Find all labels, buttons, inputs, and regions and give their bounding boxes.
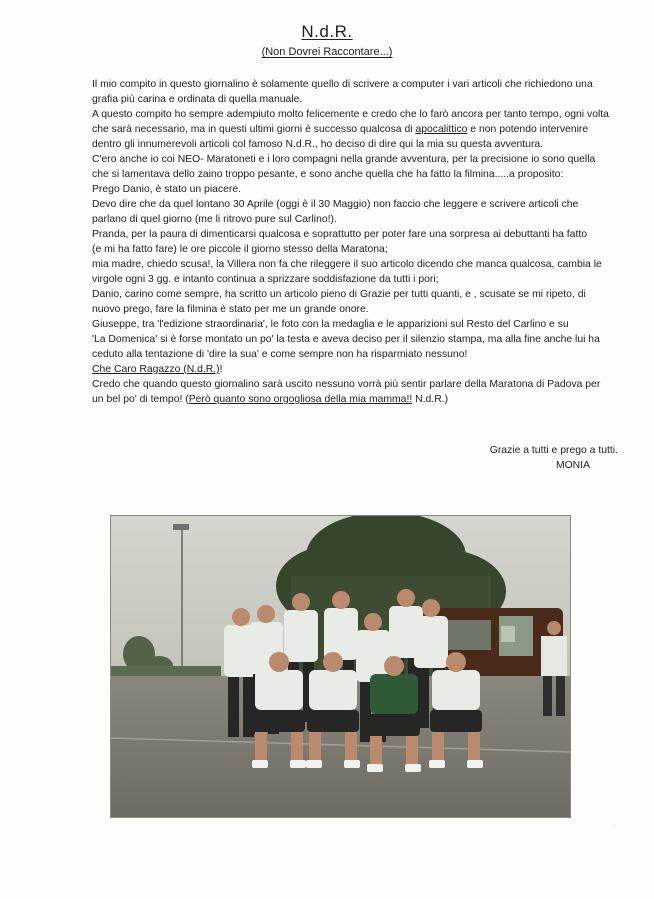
signature-thanks: Grazie a tutti e prego a tutti. <box>489 445 618 456</box>
article-line <box>92 107 622 122</box>
group-photo-image <box>111 516 570 817</box>
article-line <box>92 137 622 152</box>
article-text: Devo dire che da quel lontano 30 Aprile (oggi è il 30 Maggio) non faccio che leggere e scrivere articoli che <box>92 199 579 210</box>
article-text: dentro gli innumerevoli articoli col famoso N.d.R., ho deciso di dire qui la mia su questa avventura. <box>92 139 544 150</box>
article-line <box>92 347 622 362</box>
article-text: parlano di quel giorno (me li ritrovo pure sul Carlino!). <box>92 214 337 225</box>
article-text: nuovo prego, fare la filmina è stato per me un grande onore. <box>92 304 369 315</box>
article-text: A questo compito ho sempre adempiuto molto felicemente e credo che lo farò ancora per tanto tempo, ogni volta <box>92 109 609 120</box>
article-text: 'La Domenica' si è forse montato un po' la testa e aveva deciso per il silenzio stampa, ma alla fine anche lui ha <box>92 334 600 345</box>
article-text: e non potendo intervenire <box>467 124 589 135</box>
scan-mark: · <box>612 820 615 830</box>
article-line <box>92 167 622 182</box>
underlined-text: Però quanto sono orgogliosa della mia mamma!! <box>188 394 413 405</box>
article-text: mia madre, chiedo scusa!, la Villera non fa che rileggere il suo articolo dicendo che manca qualcosa, cambia le <box>92 259 602 270</box>
article-line <box>92 377 622 392</box>
group-photo <box>110 515 571 818</box>
article-text: Giuseppe, tra 'l'edizione straordinaria', le foto con la medaglia e le apparizioni sul Resto del Carlino e su <box>92 319 569 330</box>
article-line <box>92 227 622 242</box>
article-text: virgole ogni 3 gg. e intanto continua a sprizzare soddisfazione da tutti i pori; <box>92 274 439 285</box>
page-subtitle: (Non Dovrei Raccontare...) <box>261 46 393 58</box>
article-text: ! <box>219 364 223 375</box>
article-line <box>92 182 622 197</box>
article-text: un bel po' di tempo! ( <box>92 394 189 405</box>
article-line <box>92 257 622 272</box>
article-text: Danio, carino come sempre, ha scritto un articolo pieno di Grazie per tutti quanti, e , scusate se mi ripeto, di <box>92 289 586 300</box>
article-line <box>92 152 622 167</box>
article-line <box>92 242 622 257</box>
article-text: che si lamentava dello zaino troppo pesante, e sono anche quella che ha fatto la filmina.....a proposito: <box>92 169 564 180</box>
article-line <box>92 392 622 407</box>
photo-light-pole <box>181 528 183 678</box>
underlined-text: Che Caro Ragazzo (N.d.R.) <box>92 364 220 375</box>
article-line <box>92 332 622 347</box>
article-line <box>92 197 622 212</box>
article-line <box>92 92 622 107</box>
article-text: (e mi ha fatto fare) le ore piccole il giorno stesso della Maratona; <box>92 244 388 255</box>
article-line <box>92 287 622 302</box>
article-line <box>92 302 622 317</box>
underlined-text: apocalittico <box>415 124 468 135</box>
article-text: che sarà necessario, ma in questi ultimi giorni è successo qualcosa di <box>92 124 416 135</box>
article-text: ceduto alla tentazione di 'dire la sua' e come sempre non ha risparmiato nessuno! <box>92 349 468 360</box>
article-text: Pranda, per la paura di dimenticarsi qualcosa e soprattutto per poter fare una sorpresa ai debuttanti ha fatto <box>92 229 588 240</box>
article-line <box>92 122 622 137</box>
article-text: Credo che quando questo giornalino sarà uscito nessuno vorrà più sentir parlare della Maratona di Padova per <box>92 379 601 390</box>
article-text: Il mio compito in questo giornalino è solamente quello di scrivere a computer i vari articoli che richiedono una <box>92 79 593 90</box>
signature-block <box>490 443 618 473</box>
article-text: grafia più carina e ordinata di quella manuale. <box>92 94 303 105</box>
article-line <box>92 317 622 332</box>
page-title: N.d.R. <box>301 22 353 41</box>
article-text: Prego Danio, è stato un piacere. <box>92 184 242 195</box>
article-text: N.d.R.) <box>412 394 449 405</box>
article-line <box>92 212 622 227</box>
article-body <box>92 77 622 407</box>
article-line <box>92 77 622 92</box>
article-line <box>92 362 622 377</box>
article-text: C'ero anche io coi NEO- Maratoneti e i loro compagni nella grande avventura, per la precisione io sono quella <box>92 154 596 165</box>
article-line <box>92 272 622 287</box>
signature-name: MONIA <box>555 460 590 471</box>
